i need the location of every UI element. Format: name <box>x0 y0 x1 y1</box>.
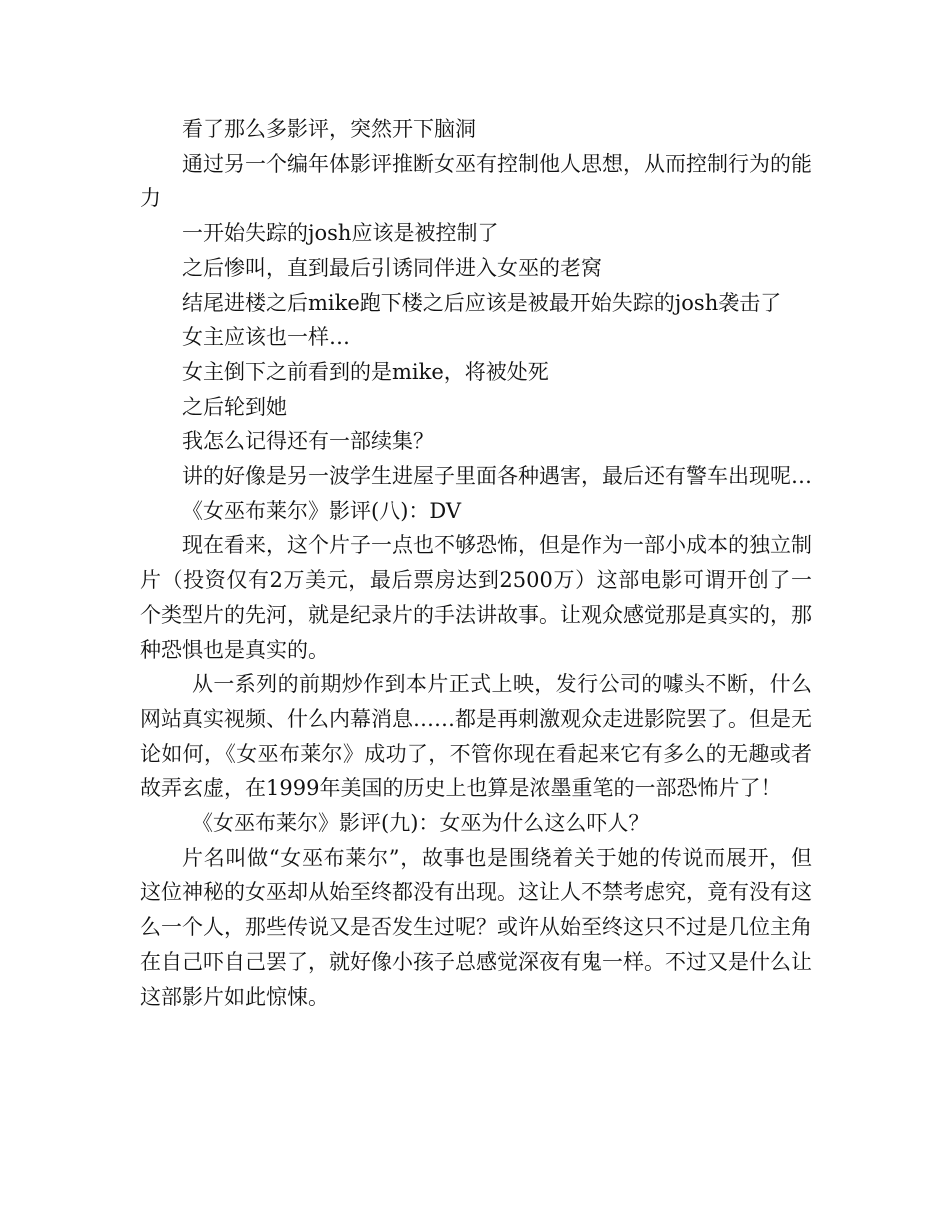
paragraph-witch-control: 通过另一个编年体影评推断女巫有控制他人思想，从而控制行为的能力 <box>140 151 812 211</box>
paragraph-heroine-same: 女主应该也一样… <box>182 325 350 350</box>
document-body <box>140 112 812 1014</box>
paragraph-josh-controlled: 一开始失踪的josh应该是被控制了 <box>182 221 499 246</box>
paragraph-brainstorm: 看了那么多影评，突然开下脑洞 <box>182 117 476 141</box>
paragraph-review-8-body: 现在看来，这个片子一点也不够恐怖，但是作为一部小成本的独立制片（投资仅有2万美元，最后票房达到2500万）这部电影可谓开创了一个类型片的先河，就是纪录片的手法讲故事。让观众感觉那是真实的，那种恐惧也是真实的。 <box>140 533 812 662</box>
review-8-heading: 《女巫布莱尔》影评(八)：DV <box>182 498 462 523</box>
paragraph-sequel-question: 我怎么记得还有一部续集？ <box>182 429 434 454</box>
paragraph-heroine-saw-mike: 女主倒下之前看到的是mike，将被处死 <box>182 359 549 384</box>
paragraph-sequel-plot: 讲的好像是另一波学生进屋子里面各种遇害，最后还有警车出现呢… <box>182 464 812 489</box>
paragraph-mike-attacked: 结尾进楼之后mike跑下楼之后应该是被最开始失踪的josh袭击了 <box>182 290 782 315</box>
review-9-heading: 《女巫布莱尔》影评(九)：女巫为什么这么吓人？ <box>192 811 650 836</box>
paragraph-review-8-marketing: 从一系列的前期炒作到本片正式上映，发行公司的噱头不断，什么网站真实视频、什么内幕消息……都是再刺激观众走进影院罢了。但是无论如何，《女巫布莱尔》成功了，不管你现在看起来它有多么的无趣或者故弄玄虚，在1999年美国的历史上也算是浓墨重笔的一部恐怖片了！ <box>140 672 812 801</box>
paragraph-her-turn: 之后轮到她 <box>182 394 287 419</box>
paragraph-screaming: 之后惨叫，直到最后引诱同伴进入女巫的老窝 <box>182 255 602 280</box>
paragraph-review-9-body: 片名叫做“女巫布莱尔”，故事也是围绕着关于她的传说而展开，但这位神秘的女巫却从始至终都没有出现。这让人不禁考虑究，竟有没有这么一个人，那些传说又是否发生过呢？或许从始至终这只不过是几位主角在自己吓自己罢了，就好像小孩子总感觉深夜有鬼一样。不过又是什么让这部影片如此惊悚。 <box>140 845 812 1009</box>
